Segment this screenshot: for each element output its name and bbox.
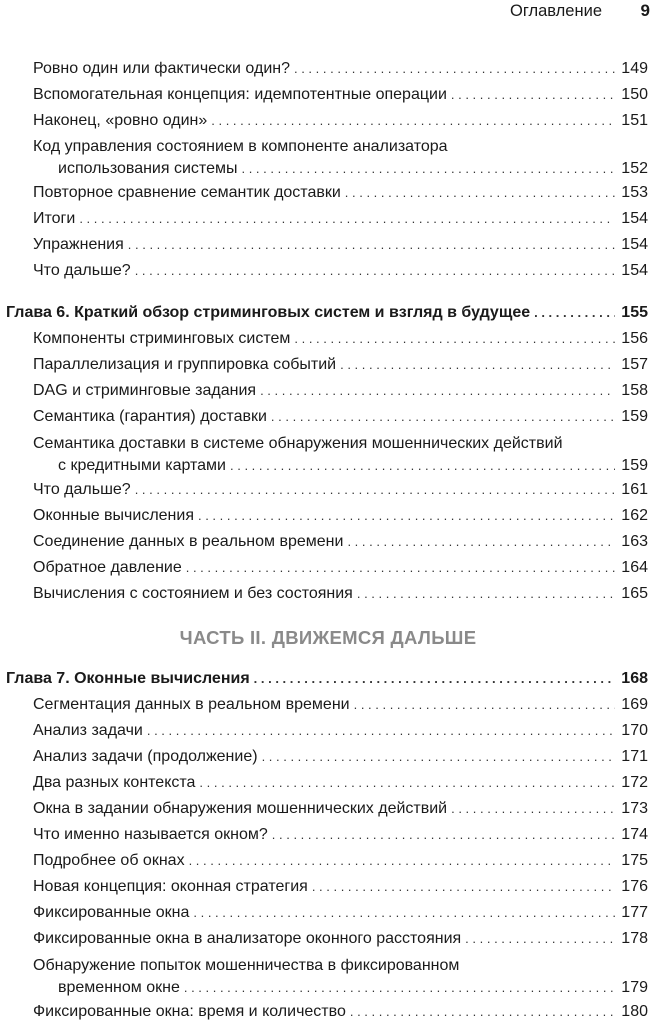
- toc-entry-title-continued: временном окне: [58, 979, 180, 996]
- toc-entry-page: 178: [621, 930, 648, 947]
- dot-leader: [312, 876, 615, 898]
- toc-entry-page: 173: [621, 800, 648, 817]
- dot-leader: [79, 208, 615, 230]
- toc-entry-page: 171: [621, 748, 648, 765]
- dot-leader: [135, 479, 616, 501]
- toc-entry-title: Соединение данных в реальном времени: [33, 533, 344, 550]
- toc-entry-page: 158: [621, 382, 648, 399]
- toc-entry-page: 162: [621, 507, 648, 524]
- toc-entry-title: Подробнее об окнах: [33, 852, 185, 869]
- toc-entry-page: 156: [621, 330, 648, 347]
- toc-entry-title: Ровно один или фактически один?: [33, 60, 290, 77]
- running-head: [0, 0, 656, 24]
- toc-entry-page: 172: [621, 774, 648, 791]
- toc-entry-page: 170: [621, 722, 648, 739]
- dot-leader: [147, 720, 615, 742]
- toc-chapter-page: 155: [621, 304, 648, 321]
- toc-entry-title: Оконные вычисления: [33, 507, 194, 524]
- toc-entry-title: Сегментация данных в реальном времени: [33, 696, 350, 713]
- dot-leader: [135, 260, 616, 282]
- dot-leader: [465, 928, 615, 950]
- toc-entry-title: Фиксированные окна в анализаторе оконного расстояния: [33, 930, 462, 947]
- dot-leader: [262, 746, 616, 768]
- toc-entry-page: 161: [621, 481, 648, 498]
- toc-entry-title-continued: использования системы: [58, 160, 238, 177]
- dot-leader: [347, 531, 615, 553]
- dot-leader: [272, 824, 616, 846]
- page-number: 9: [640, 1, 650, 20]
- dot-leader: [451, 84, 615, 106]
- toc-entry-page: 177: [621, 904, 648, 921]
- dot-leader: [294, 328, 615, 350]
- toc-entry-title: Семантика доставки в системе обнаружения мошеннических действий: [33, 435, 563, 452]
- toc-entry-page: 149: [621, 60, 648, 77]
- toc-entry-title: Вычисления с состоянием и без состояния: [33, 585, 353, 602]
- dot-leader: [193, 902, 615, 924]
- toc-entry-page: 157: [621, 356, 648, 373]
- toc-entry-page: 180: [621, 1003, 648, 1020]
- toc-entry-title: DAG и стриминговые задания: [33, 382, 257, 399]
- dot-leader: [184, 977, 615, 999]
- dot-leader: [230, 455, 615, 477]
- dot-leader: [260, 380, 615, 402]
- toc-entry-page: 159: [621, 408, 648, 425]
- toc-entry-page: 174: [621, 826, 648, 843]
- toc-entry-page: 169: [621, 696, 648, 713]
- toc-entry-page: 176: [621, 878, 648, 895]
- running-head-title: Оглавление: [510, 2, 602, 20]
- toc-entry-page: 175: [621, 852, 648, 869]
- dot-leader: [340, 354, 615, 376]
- toc-entry-title: Повторное сравнение семантик доставки: [33, 184, 341, 201]
- toc-entry-page: 154: [621, 262, 648, 279]
- dot-leader: [350, 1001, 615, 1023]
- toc-entry-page: 159: [621, 457, 648, 474]
- dot-leader: [534, 302, 615, 324]
- dot-leader: [241, 158, 615, 180]
- toc-entry-title: Анализ задачи (продолжение): [33, 748, 258, 765]
- dot-leader: [294, 58, 615, 80]
- toc-chapter-title: Глава 6. Краткий обзор стриминговых систем и взгляд в будущее: [6, 304, 531, 321]
- toc-entry-title: Обратное давление: [33, 559, 182, 576]
- dot-leader: [354, 694, 616, 716]
- dot-leader: [199, 772, 615, 794]
- toc-entry-title: Вспомогательная концепция: идемпотентные операции: [33, 86, 447, 103]
- toc-entry-title: Наконец, «ровно один»: [33, 112, 208, 129]
- toc-entry-title: Семантика (гарантия) доставки: [33, 408, 267, 425]
- toc-entry-page: 164: [621, 559, 648, 576]
- dot-leader: [211, 110, 615, 132]
- toc-entry-page: 163: [621, 533, 648, 550]
- toc-entry-title: Параллелизация и группировка событий: [33, 356, 337, 373]
- dot-leader: [345, 182, 616, 204]
- toc-entry-title: Два разных контекста: [33, 774, 196, 791]
- toc-chapter-page: 168: [621, 670, 648, 687]
- dot-leader: [186, 557, 616, 579]
- toc-entry-page: 154: [621, 236, 648, 253]
- toc-entry-title: Компоненты стриминговых систем: [33, 330, 291, 347]
- toc-entry-title: Обнаружение попыток мошенничества в фиксированном: [33, 957, 460, 974]
- dot-leader: [254, 668, 616, 690]
- toc-chapter-title: Глава 7. Оконные вычисления: [6, 670, 250, 687]
- toc-entry-title: Что дальше?: [33, 262, 131, 279]
- dot-leader: [128, 234, 616, 256]
- toc-entry-title: Окна в задании обнаружения мошеннических действий: [33, 800, 448, 817]
- toc-entry-title-continued: с кредитными картами: [58, 457, 226, 474]
- toc-entry-page: 154: [621, 210, 648, 227]
- toc-entry-title: Новая концепция: оконная стратегия: [33, 878, 308, 895]
- toc-entry-page: 153: [621, 184, 648, 201]
- toc-entry-page: 165: [621, 585, 648, 602]
- toc-entry-page: 179: [621, 979, 648, 996]
- toc-entry-title: Упражнения: [33, 236, 124, 253]
- dot-leader: [189, 850, 616, 872]
- dot-leader: [271, 406, 615, 428]
- toc-entry-title: Что именно называется окном?: [33, 826, 268, 843]
- toc-entry-title: Фиксированные окна: [33, 904, 190, 921]
- part-heading: ЧАСТЬ II. ДВИЖЕМСЯ ДАЛЬШЕ: [179, 627, 477, 648]
- toc-entry-page: 150: [621, 86, 648, 103]
- toc-entry-title: Анализ задачи: [33, 722, 143, 739]
- dot-leader: [357, 583, 615, 605]
- toc-entry-title: Фиксированные окна: время и количество: [33, 1003, 346, 1020]
- toc-entry-title: Код управления состоянием в компоненте анализатора: [33, 138, 448, 155]
- dot-leader: [451, 798, 615, 820]
- toc-entry-page: 152: [621, 160, 648, 177]
- toc-entry-page: 151: [621, 112, 648, 129]
- toc-entry-title: Итоги: [33, 210, 76, 227]
- toc-entry-title: Что дальше?: [33, 481, 131, 498]
- dot-leader: [198, 505, 615, 527]
